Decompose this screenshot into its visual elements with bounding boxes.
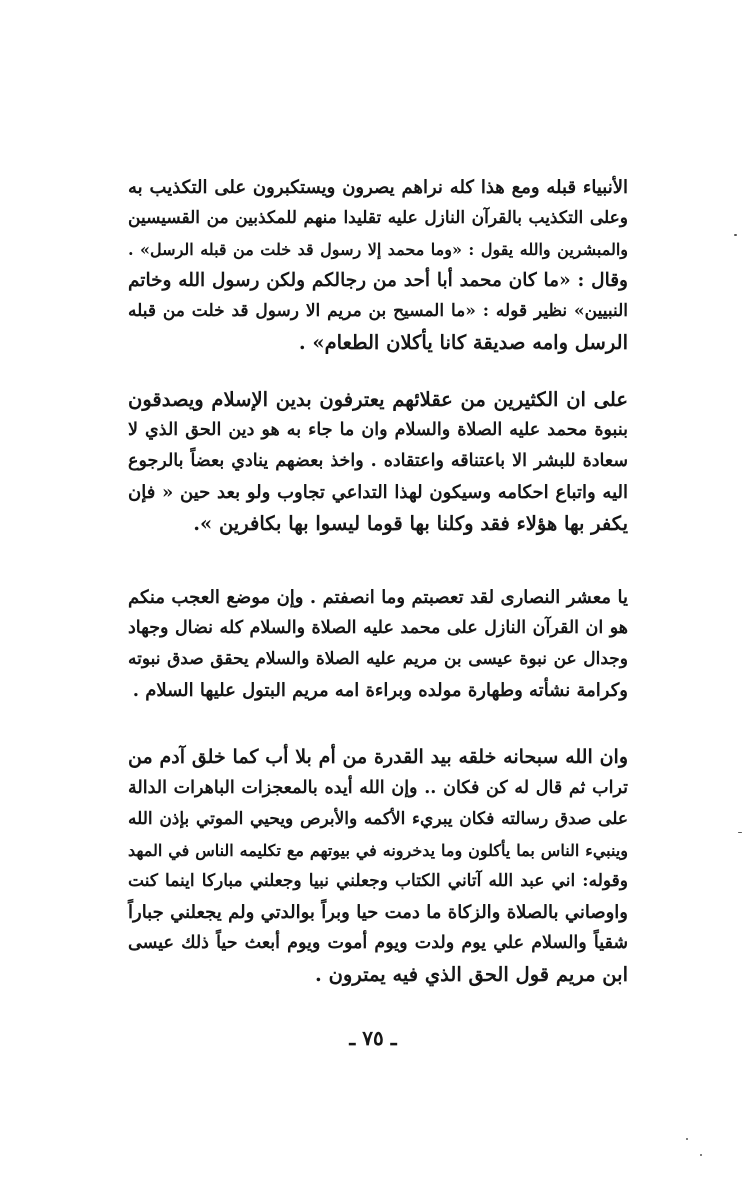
text-line: وان الله سبحانه خلقه بيد القدرة من أم بلا أب كما خلق آدم من (128, 746, 628, 768)
scan-speck (686, 1138, 688, 1140)
text-line: اليه واتباع احكامه وسيكون لهذا التداعي تجاوب ولو بعد حين « فإن (128, 482, 628, 503)
text-line: الرسل وامه صديقة كانا يأكلان الطعام» . (298, 331, 628, 354)
text-line: وعلى التكذيب بالقرآن النازل عليه تقليدا منهم للمكذبين من القسيسين (128, 208, 628, 228)
text-line: واوصاني بالصلاة والزكاة ما دمت حيا وبراً بوالدتي ولم يجعلني جباراً (128, 902, 628, 923)
text-line: وكرامة نشأته وطهارة مولده وبراءة امه مريم البتول عليها السلام . (132, 680, 628, 701)
paragraph-2 (128, 384, 628, 539)
text-line: على ان الكثيرين من عقلائهم يعترفون بدين الإسلام ويصدقون (128, 388, 628, 411)
paragraph-4 (128, 742, 628, 990)
text-line: هو ان القرآن النازل على محمد عليه الصلاة والسلام كله نضال وجهاد (128, 618, 628, 638)
text-line: الأنبياء قبله ومع هذا كله نراهم يصرون ويستكبرون على التكذيب به (128, 177, 628, 198)
paragraph-3 (128, 582, 628, 706)
text-line: على صدق رسالته فكان يبريء الأكمه والأبرص ويحيي الموتي بإذن الله (128, 809, 628, 829)
text-line: وقوله: اني عبد الله آتاني الكتاب وجعلني نبيا وجعلني مباركا اينما كنت (128, 871, 628, 891)
scan-speck (734, 234, 737, 236)
text-line: شقياً والسلام علي يوم ولدت ويوم أموت ويوم أبعث حياً ذلك عيسى (128, 933, 628, 953)
text-line: سعادة للبشر الا باعتناقه واعتقاده . واخذ بعضهم ينادي بعضاً بالرجوع (128, 451, 628, 471)
text-line: وقال : «ما كان محمد أبا أحد من رجالكم ولكن رسول الله وخاتم (128, 270, 628, 291)
text-line: ابن مريم قول الحق الذي فيه يمترون . (315, 963, 628, 986)
text-line: وينبيء الناس بما يأكلون وما يدخرونه في بيوتهم مع تكليمه الناس في المهد (128, 841, 628, 860)
text-line: يا معشر النصارى لقد تعصبتم وما انصفتم . وإن موضع العجب منكم (128, 587, 628, 608)
text-line: وجدال عن نبوة عيسى بن مريم عليه الصلاة والسلام يحقق صدق نبوته (128, 649, 628, 669)
scan-speck (738, 832, 742, 833)
text-line: والمبشرين والله يقول : «وما محمد إلا رسول قد خلت من قبله الرسل» . (128, 240, 628, 259)
paragraph-1 (128, 172, 628, 358)
text-line: النبيين» نظير قوله : «ما المسيح بن مريم الا رسول قد خلت من قبله (128, 301, 628, 321)
text-line: تراب ثم قال له كن فكان .. وإن الله أيده بالمعجزات الباهرات الدالة (128, 778, 628, 798)
text-line: يكفر بها هؤلاء فقد وكلنا بها قوما ليسوا بها بكافرين ». (193, 512, 628, 535)
text-line: بنبوة محمد عليه الصلاة والسلام وان ما جاء به هو دين الحق الذي لا (128, 420, 628, 440)
page-number: ـ ٧٥ ـ (349, 1026, 397, 1050)
scan-speck (700, 1154, 702, 1156)
